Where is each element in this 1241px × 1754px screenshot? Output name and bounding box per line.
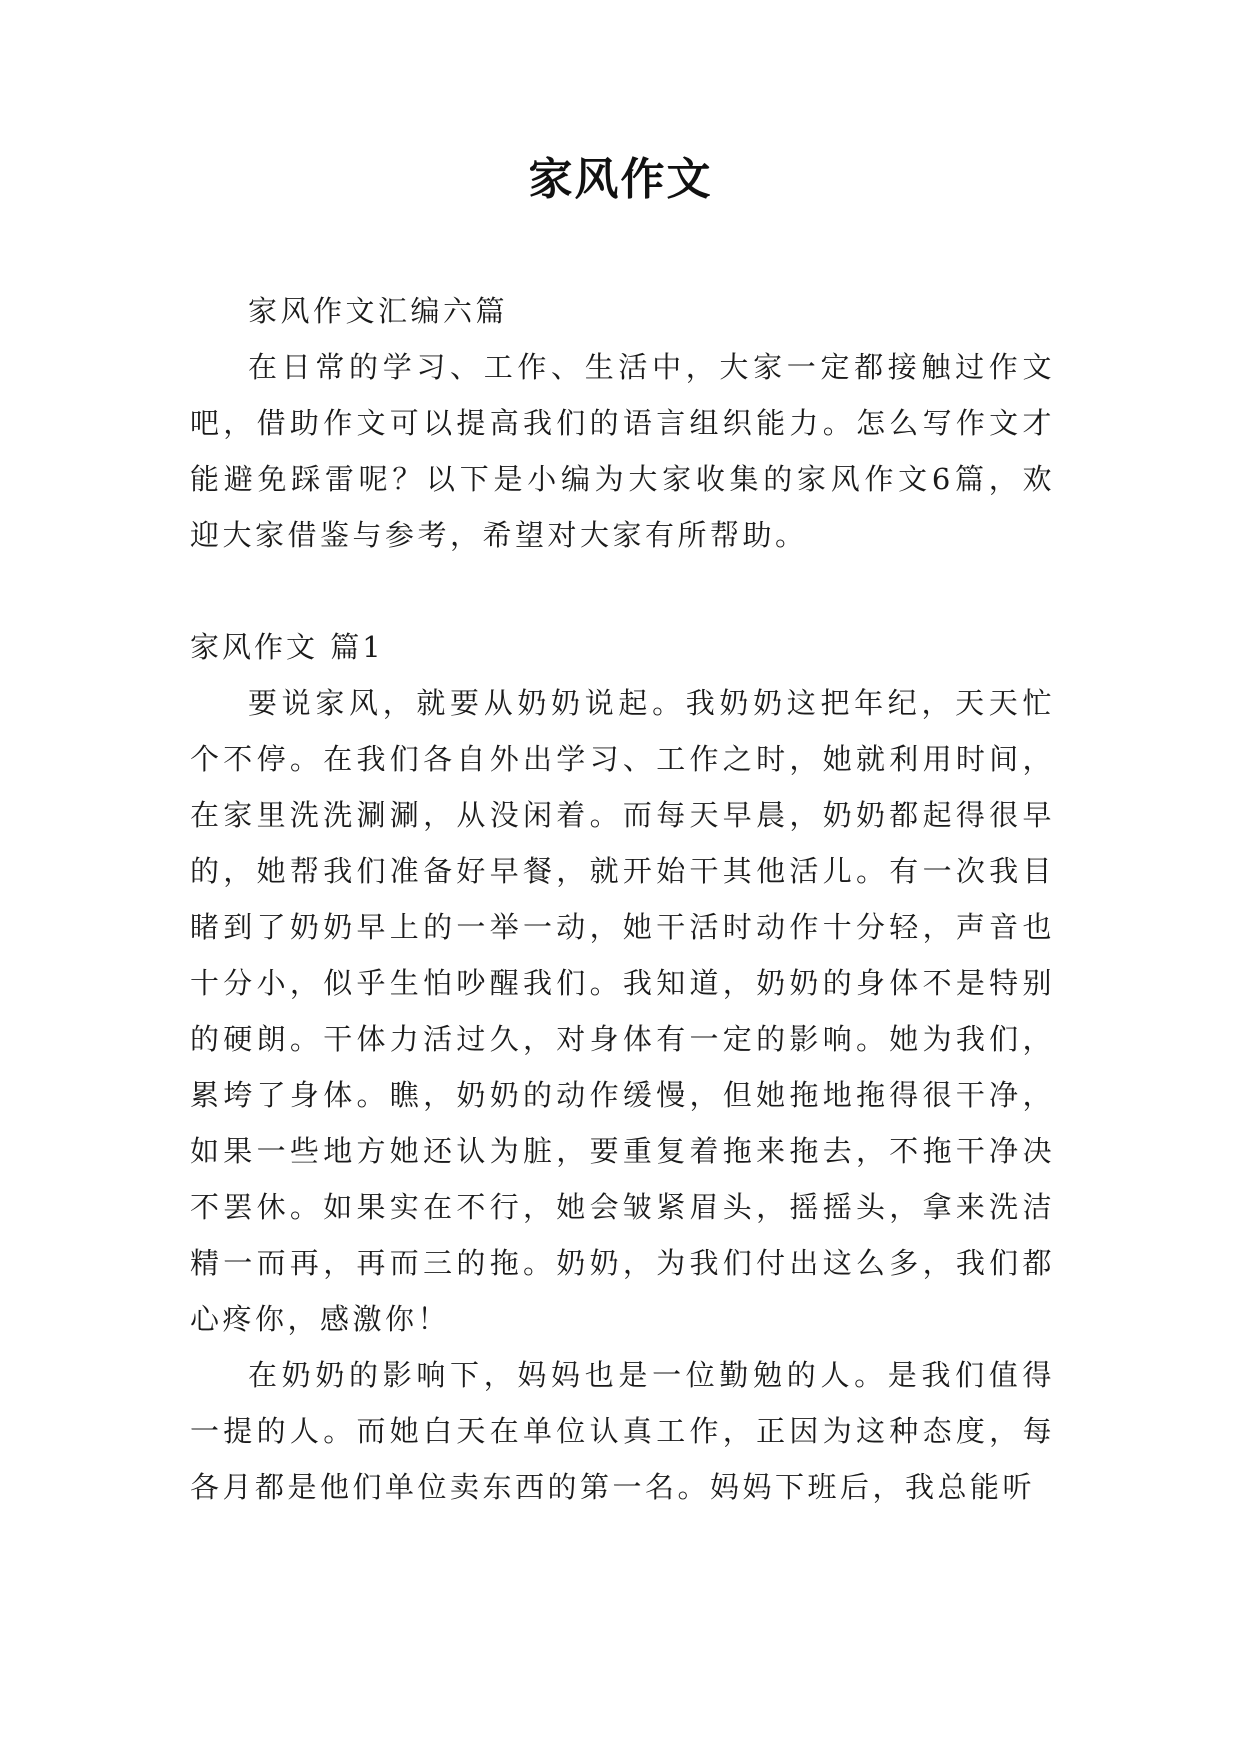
document-subtitle: 家风作文汇编六篇 — [248, 294, 509, 328]
section-paragraph: 在奶奶的影响下，妈妈也是一位勤勉的人。是我们值得一提的人。而她白天在单位认真工作，正因为这种态度，每各月都是他们单位卖东西的第一名。妈妈下班后，我总能听 — [190, 1358, 1055, 1504]
intro-paragraph: 在日常的学习、工作、生活中，大家一定都接触过作文吧，借助作文可以提高我们的语言组织能力。怎么写作文才能避免踩雷呢？以下是小编为大家收集的家风作文6篇，欢迎大家借鉴与参考，希望对大家有所帮助。 — [190, 350, 1055, 552]
document-body — [190, 283, 1055, 1515]
section-paragraph: 要说家风，就要从奶奶说起。我奶奶这把年纪，天天忙个不停。在我们各自外出学习、工作之时，她就利用时间，在家里洗洗涮涮，从没闲着。而每天早晨，奶奶都起得很早的，她帮我们准备好早餐，就开始干其他活儿。有一次我目睹到了奶奶早上的一举一动，她干活时动作十分轻，声音也十分小，似乎生怕吵醒我们。我知道，奶奶的身体不是特别的硬朗。干体力活过久，对身体有一定的影响。她为我们，累垮了身体。瞧，奶奶的动作缓慢，但她拖地拖得很干净，如果一些地方她还认为脏，要重复着拖来拖去，不拖干净决不罢休。如果实在不行，她会皱紧眉头，摇摇头，拿来洗洁精一而再，再而三的拖。奶奶，为我们付出这么多，我们都心疼你，感激你！ — [190, 686, 1055, 1336]
document-title: 家风作文 — [528, 154, 713, 205]
section-heading: 家风作文 篇1 — [190, 630, 384, 664]
